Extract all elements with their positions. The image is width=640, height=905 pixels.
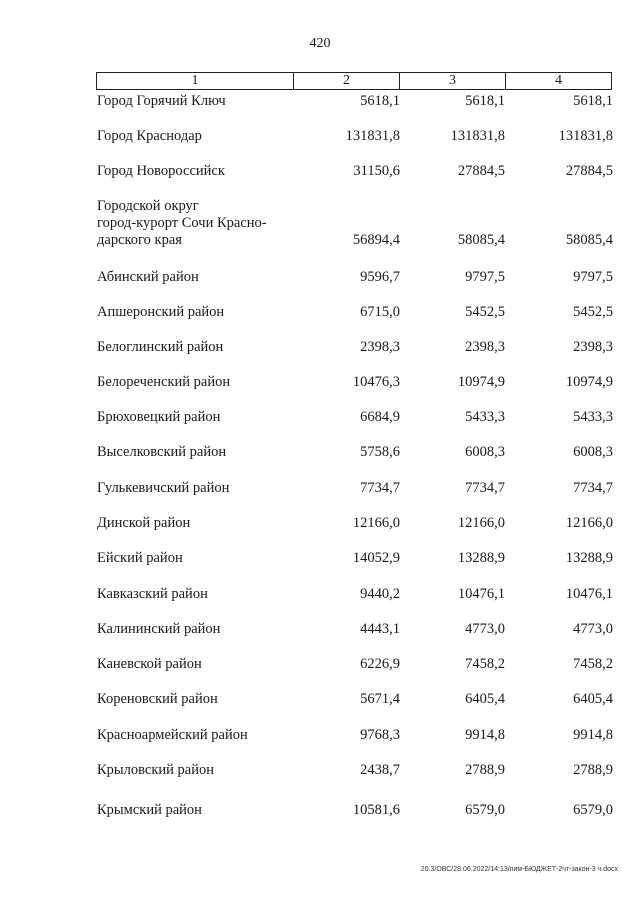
value-col-2: 5671,4: [360, 691, 400, 707]
value-col-2: 56894,4: [352, 232, 400, 248]
value-col-3: 6405,4: [465, 691, 505, 707]
value-col-3: 13288,9: [457, 550, 505, 566]
value-col-3: 5618,1: [465, 93, 505, 109]
value-col-4: 12166,0: [565, 515, 613, 531]
page-number: 420: [309, 36, 331, 51]
value-col-2: 131831,8: [345, 128, 400, 144]
municipality-name: Гулькевичский район: [97, 480, 230, 496]
value-col-3: 4773,0: [465, 621, 505, 637]
value-col-3: 5452,5: [465, 304, 505, 320]
column-header-1: 1: [191, 73, 199, 88]
value-col-3: 10974,9: [457, 374, 505, 390]
value-col-4: 6405,4: [573, 691, 613, 707]
municipality-name: Калининский район: [97, 621, 221, 637]
value-col-2: 12166,0: [352, 515, 400, 531]
value-col-3: 12166,0: [457, 515, 505, 531]
document-footer: 20.3/ОВС/28.06.2022/14:13/пим-БЮДЖЕТ-2чт-закон-3 ч.docx: [420, 866, 618, 873]
value-col-4: 6008,3: [573, 444, 613, 460]
value-col-4: 5433,3: [573, 409, 613, 425]
municipality-name: Крыловский район: [97, 762, 214, 778]
value-col-2: 7734,7: [360, 480, 400, 496]
municipality-name: Городской округ город-курорт Сочи Красно- дарского края: [97, 198, 267, 248]
municipality-name: Красноармейский район: [97, 727, 248, 743]
value-col-2: 9596,7: [360, 269, 400, 285]
value-col-4: 13288,9: [565, 550, 613, 566]
municipality-name: Абинский район: [97, 269, 199, 285]
value-col-3: 131831,8: [450, 128, 505, 144]
column-header-4: 4: [505, 73, 611, 89]
value-col-3: 27884,5: [457, 163, 505, 179]
municipality-name: Город Горячий Ключ: [97, 93, 226, 109]
value-col-3: 5433,3: [465, 409, 505, 425]
value-col-3: 9914,8: [465, 727, 505, 743]
value-col-4: 10974,9: [565, 374, 613, 390]
value-col-4: 2788,9: [573, 762, 613, 778]
value-col-2: 14052,9: [352, 550, 400, 566]
municipality-name: Выселковский район: [97, 444, 227, 460]
value-col-4: 4773,0: [573, 621, 613, 637]
value-col-4: 9797,5: [573, 269, 613, 285]
value-col-3: 2398,3: [465, 339, 505, 355]
column-header-2: 2: [293, 73, 399, 89]
value-col-4: 2398,3: [573, 339, 613, 355]
value-col-4: 7458,2: [573, 656, 613, 672]
value-col-3: 58085,4: [457, 232, 505, 248]
municipality-name: Брюховецкий район: [97, 409, 221, 425]
value-col-2: 9440,2: [360, 586, 400, 602]
value-col-4: 27884,5: [565, 163, 613, 179]
value-col-2: 6715,0: [360, 304, 400, 320]
value-col-4: 131831,8: [558, 128, 613, 144]
table-row: [0, 759, 640, 819]
municipality-name: Город Краснодар: [97, 128, 202, 144]
value-col-2: 6684,9: [360, 409, 400, 425]
value-col-3: 9797,5: [465, 269, 505, 285]
municipality-name: Белоглинский район: [97, 339, 224, 355]
value-col-3: 7734,7: [465, 480, 505, 496]
value-col-4: 5618,1: [573, 93, 613, 109]
value-col-2: 31150,6: [353, 163, 400, 179]
value-col-4: 58085,4: [565, 232, 613, 248]
value-col-3: 7458,2: [465, 656, 505, 672]
municipality-name: Крымский район: [97, 802, 202, 818]
value-col-2: 2438,7: [360, 762, 400, 778]
value-col-2: 5618,1: [360, 93, 400, 109]
value-col-2: 4443,1: [360, 621, 400, 637]
municipality-name: Город Новороссийск: [97, 163, 225, 179]
municipality-name: Белореченский район: [97, 374, 231, 390]
municipality-name: Динской район: [97, 515, 191, 531]
column-header-3: 3: [399, 73, 505, 89]
municipality-name: Апшеронский район: [97, 304, 225, 320]
value-col-4: 6579,0: [573, 802, 613, 818]
value-col-3: 10476,1: [457, 586, 505, 602]
value-col-3: 6579,0: [465, 802, 505, 818]
value-col-2: 6226,9: [360, 656, 400, 672]
municipality-name: Кавказский район: [97, 586, 208, 602]
value-col-3: 2788,9: [465, 762, 505, 778]
municipality-name: Ейский район: [97, 550, 183, 566]
value-col-2: 2398,3: [360, 339, 400, 355]
value-col-4: 5452,5: [573, 304, 613, 320]
value-col-4: 7734,7: [573, 480, 613, 496]
value-col-2: 10581,6: [352, 802, 400, 818]
value-col-2: 10476,3: [352, 374, 400, 390]
value-col-3: 6008,3: [465, 444, 505, 460]
municipality-name: Кореновский район: [97, 691, 218, 707]
value-col-2: 9768,3: [360, 727, 400, 743]
value-col-4: 9914,8: [573, 727, 613, 743]
table-row: [0, 120, 640, 180]
value-col-4: 10476,1: [565, 586, 613, 602]
municipality-name: Каневской район: [97, 656, 202, 672]
value-col-2: 5758,6: [360, 444, 400, 460]
